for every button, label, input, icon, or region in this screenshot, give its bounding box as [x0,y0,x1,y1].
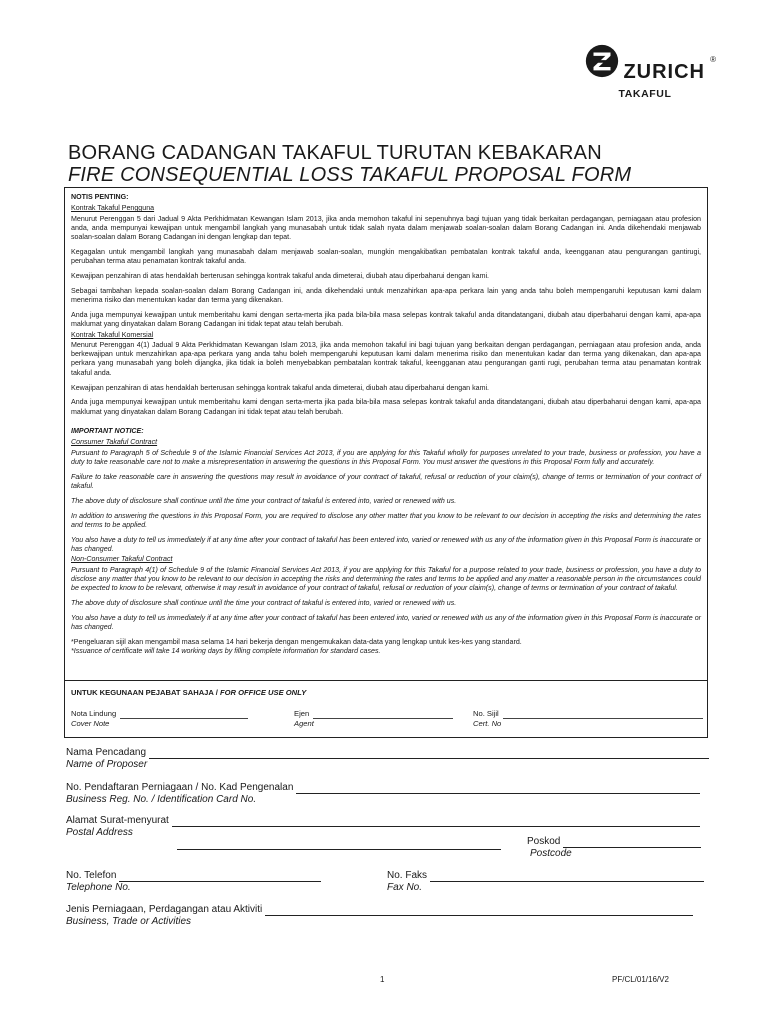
postcode-label-english: Postcode [530,848,572,859]
notice-paragraph: In addition to answering the questions in this Proposal Form, you are required to disclose any other matter that you know to be relevant to our decision in accepting the risks and determining the rates and terms to be applied. [71,511,701,529]
zurich-z-icon [585,44,619,78]
business-type-line[interactable] [265,905,693,916]
postcode-line[interactable] [563,837,701,848]
telephone-label: No. Telefon [66,870,117,881]
proposer-name-field[interactable] [66,747,709,771]
cover-note-field[interactable] [71,709,248,729]
notice-paragraph: Menurut Perenggan 4(1) Jadual 9 Akta Perkhidmatan Kewangan Islam 2013, jika anda memohon takaful ini bagi tujuan yang berkaitan dengan perdagangan, perniagaan atau profesion anda, anda berkewajipan untuk menzahirkan apa-apa perkara yang anda tahu boleh mempengaruhi keputusan kami dalam menerima risiko dan menentukan kadar dan terma yang dikenakan, dan apa-apa perkara yang munasabah yang boleh dijangka, jika tidak ia boleh menyebabkan pembatalan kontrak takaful, keengganan atau pengurangan ganti rugi, perubahan terma atau penamatan kontrak takaful anda. [71,340,701,377]
form-code: PF/CL/01/16/V2 [612,975,669,984]
cert-no-label-english: Cert. No [473,719,502,728]
postal-address-line-2-rule[interactable] [177,839,501,850]
business-reg-label-english: Business Reg. No. / Identification Card No. [66,794,257,805]
postcode-label: Poskod [527,836,561,847]
notice-paragraph: Kegagalan untuk mengambil langkah yang munasabah dalam menjawab soalan-soalan, mungkin mengakibatkan pembatalan kontrak takaful anda, keengganan atau pengurangan gantirugi, perubahan terma atau penamatan kontrak takaful anda. [71,247,701,266]
registered-mark: ® [710,55,717,64]
business-type-label-english: Business, Trade or Activities [66,916,192,927]
postal-address-line-1[interactable] [172,816,700,827]
brand-name [623,55,717,84]
fax-label: No. Faks [387,870,428,881]
notice-heading-malay: NOTIS PENTING: [71,193,129,201]
notice-paragraph: Pursuant to Paragraph 4(1) of Schedule 9 of the Islamic Financial Services Act 2013, if you are applying for this Takaful for a purpose related to your trade, business or profession, you have a duty to disclose any matter that you know to be relevant to our decision in accepting the risks and determining the rates and terms to be applied and any matter a reasonable person in the circumstances could be expected to know to be relevant, otherwise it may result in avoidance of your contract of takaful, refusal or reduction of your claim(s), change of terms or termination of your contract of takaful. [71,565,701,593]
notice-paragraph: You also have a duty to tell us immediately if at any time after your contract of takaful has been entered into, varied or renewed with us any of the information given in this Proposal Form is inaccurate or has changed. [71,535,701,553]
notice-heading-english: IMPORTANT NOTICE: [71,426,144,435]
office-use-title-english: FOR OFFICE USE ONLY [219,688,307,697]
business-reg-line[interactable] [296,783,700,794]
cert-no-line[interactable] [503,710,703,719]
zurich-logo [580,44,717,124]
issuance-note-english: *Issuance of certificate will take 14 working days by filling complete information for standard cases. [71,647,381,656]
form-title-english: FIRE CONSEQUENTIAL LOSS TAKAFUL PROPOSAL FORM [68,164,632,186]
notice-box [64,187,708,681]
telephone-label-english: Telephone No. [66,882,131,893]
office-use-title-malay: UNTUK KEGUNAAN PEJABAT SAHAJA / [71,688,218,697]
cover-note-label-english: Cover Note [71,719,110,728]
notice-paragraph: Menurut Perenggan 5 dari Jadual 9 Akta Perkhidmatan Kewangan Islam 2013, jika anda memohon takaful ini sepenuhnya bagi tujuan yang tidak berkaitan perdagangan, perniagaan atau profesion anda, anda mempunyai kewajipan untuk mengambil langkah yang munasabah untuk tidak salah nyata dalam menjawab soalan-soalan dalam Borang Cadangan ini. Anda dikehendaki menjawab soalan-soalan dalam Borang Cadangan ini dengan lengkap dan tepat. [71,214,701,242]
proposer-name-label: Nama Pencadang [66,747,147,758]
cover-note-line[interactable] [120,710,248,719]
fax-field[interactable] [387,870,704,894]
brand-subname: TAKAFUL [618,88,672,100]
business-reg-field[interactable] [66,782,700,806]
notice-paragraph: Anda juga mempunyai kewajipan untuk memberitahu kami dengan serta-merta jika pada bila-bila masa selepas kontrak takaful anda ditandatangani, diubah atau diperbaharui dengan kami, apa-apa maklumat yang dinyatakan dalam Borang Cadangan ini tidak tepat atau telah berubah. [71,398,701,416]
postal-address-line-2[interactable] [177,838,501,850]
agent-field[interactable] [294,709,453,729]
office-use-title [71,688,306,697]
notice-paragraph: Sebagai tambahan kepada soalan-soalan dalam Borang Cadangan ini, anda dikehendaki untuk menzahirkan apa-apa perkara lain yang anda tahu boleh mempengaruhi keputusan kami dalam menerima risiko dan menentukan kadar dan terma yang dikenakan. [71,286,701,305]
cover-note-label: Nota Lindung [71,709,117,718]
notice-content [71,193,701,662]
telephone-field[interactable] [66,870,321,894]
agent-label-english: Agent [294,719,314,728]
postcode-field[interactable] [527,836,701,860]
commercial-heading-english: Non-Consumer Takaful Contract [71,555,173,564]
proposer-name-label-english: Name of Proposer [66,759,148,770]
cert-no-field[interactable] [473,709,703,729]
business-type-label: Jenis Perniagaan, Perdagangan atau Aktiviti [66,904,263,915]
agent-label: Ejen [294,709,310,718]
notice-paragraph: The above duty of disclosure shall continue until the time your contract of takaful is entered into, varied or renewed with us. [71,598,457,607]
notice-paragraph: Anda juga mempunyai kewajipan untuk memberitahu kami dengan serta-merta jika pada bila-bila masa selepas kontrak takaful anda ditandatangani, diubah atau diperbaharui dengan kami, apa-apa maklumat yang dinyatakan dalam Borang Cadangan ini tidak tepat atau telah berubah. [71,310,701,329]
office-use-box [64,681,708,738]
postal-address-label: Alamat Surat-menyurat [66,815,169,826]
consumer-heading-english: Consumer Takaful Contract [71,438,158,447]
fax-label-english: Fax No. [387,882,423,893]
consumer-heading-malay: Kontrak Takaful Pengguna [71,204,155,213]
notice-paragraph: Kewajipan penzahiran di atas hendaklah berterusan sehingga kontrak takaful anda dimeterai, diubah atau diperbaharui dengan kami. [71,383,490,392]
commercial-heading-malay: Kontrak Takaful Komersial [71,330,154,339]
telephone-line[interactable] [119,871,321,882]
notice-paragraph: Kewajipan penzahiran di atas hendaklah berterusan sehingga kontrak takaful anda dimeterai, diubah atau diperbaharui dengan kami. [71,272,490,281]
notice-paragraph: The above duty of disclosure shall continue until the time your contract of takaful is entered into, varied or renewed with us. [71,496,457,505]
proposer-name-line[interactable] [149,748,709,759]
fax-line[interactable] [430,871,704,882]
form-title-malay: BORANG CADANGAN TAKAFUL TURUTAN KEBAKARAN [68,142,602,164]
business-type-field[interactable] [66,904,693,928]
notice-paragraph: You also have a duty to tell us immediately if at any time after your contract of takaful has been entered into, varied or renewed with us any of the information given in this Proposal Form is inaccurate or has changed. [71,613,701,631]
notice-paragraph: Failure to take reasonable care in answering the questions may result in avoidance of your contract of takaful, refusal or reduction of your claim(s), change of terms or termination of your contract of takaful. [71,472,701,490]
notice-paragraph: Pursuant to Paragraph 5 of Schedule 9 of the Islamic Financial Services Act 2013, if you are applying for this Takaful wholly for purposes unrelated to your trade, business or profession, you have a duty to take reasonable care not to make a misrepresentation in answering the questions in this Proposal Form. You must answer the questions in this Proposal Form fully and accurately. [71,448,701,466]
page-number: 1 [380,975,385,984]
issuance-note-malay: *Pengeluaran sijil akan mengambil masa selama 14 hari bekerja dengan mengemukakan data-data yang lengkap untuk kes-kes yang standard. [71,637,522,646]
agent-line[interactable] [313,710,453,719]
cert-no-label: No. Sijil [473,709,499,718]
brand-name-text: ZURICH [623,61,705,83]
business-reg-label: No. Pendaftaran Perniagaan / No. Kad Pengenalan [66,782,294,793]
postal-address-label-english: Postal Address [66,827,133,838]
